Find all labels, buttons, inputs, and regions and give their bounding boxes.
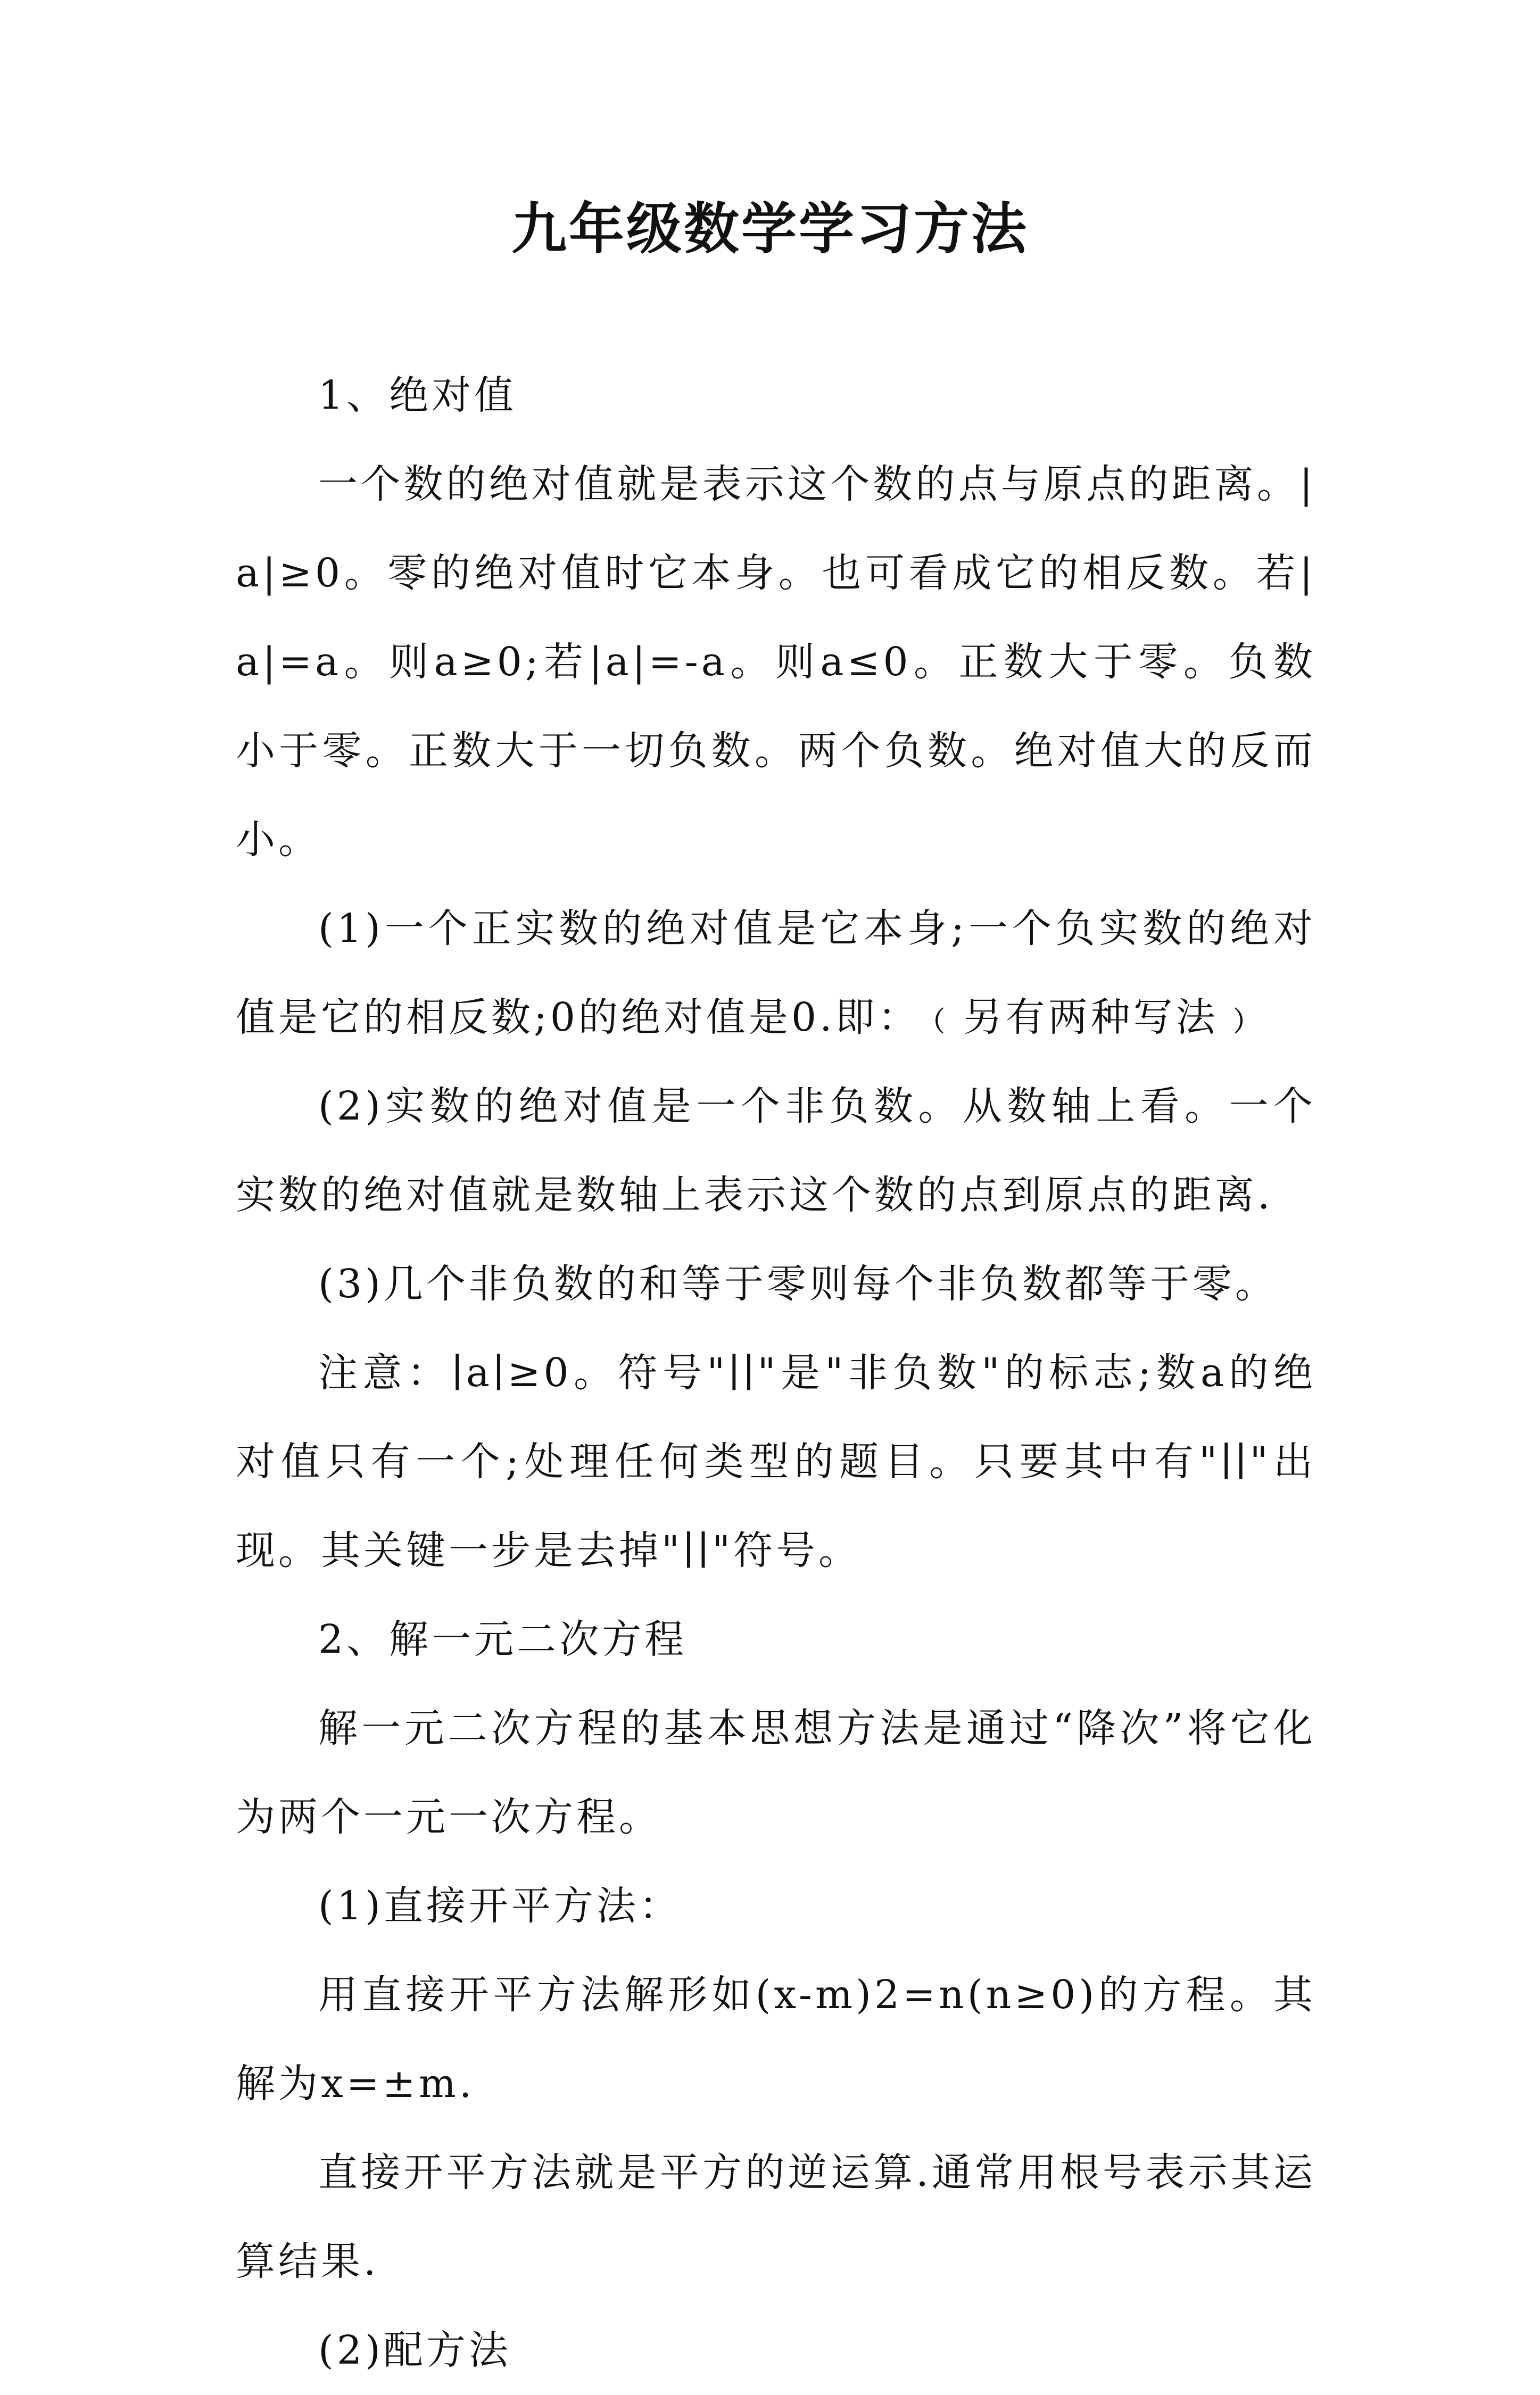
- paragraph-point-2: (2)实数的绝对值是一个非负数。从数轴上看。一个实数的绝对值就是数轴上表示这个数的点到原点的距离.: [236, 1083, 1316, 1218]
- section-heading-quadratic-equation: 2、解一元二次方程: [318, 1617, 688, 1662]
- paragraph-direct-square-root-form: 用直接开平方法解形如(x-m)2=n(n≥0)的方程。其解为x=±m.: [236, 1972, 1316, 2107]
- paragraph-absolute-value-definition: 一个数的绝对值就是表示这个数的点与原点的距离。|a|≥0。零的绝对值时它本身。也可看成它的相反数。若|a|=a。则a≥0;若|a|=-a。则a≤0。正数大于零。负数小于零。正数大于一切负数。两个负数。绝对值大的反而小。: [236, 461, 1316, 863]
- paragraph-note: 注意：∣a∣≥0。符号"∣∣"是"非负数"的标志;数a的绝对值只有一个;处理任何类型的题目。只要其中有"∣∣"出现。其关键一步是去掉"∣∣"符号。: [236, 1350, 1316, 1573]
- subheading-completing-square: (2)配方法: [318, 2327, 511, 2373]
- paragraph-quadratic-intro: 解一元二次方程的基本思想方法是通过“降次”将它化为两个一元一次方程。: [236, 1705, 1316, 1840]
- document-body: [236, 351, 1316, 2395]
- paragraph-point-3: (3)几个非负数的和等于零则每个非负数都等于零。: [318, 1261, 1278, 1307]
- paragraph-point-1: (1)一个正实数的绝对值是它本身;一个负实数的绝对值是它的相反数;0的绝对值是0.即：﹙另有两种写法﹚: [236, 906, 1316, 1040]
- document-title: 九年级数学学习方法: [511, 196, 1029, 261]
- paragraph-direct-square-root-inverse: 直接开平方法就是平方的逆运算.通常用根号表示其运算结果.: [236, 2150, 1316, 2284]
- subheading-direct-square-root: (1)直接开平方法：: [318, 1883, 682, 1929]
- section-heading-absolute-value: 1、绝对值: [318, 372, 517, 418]
